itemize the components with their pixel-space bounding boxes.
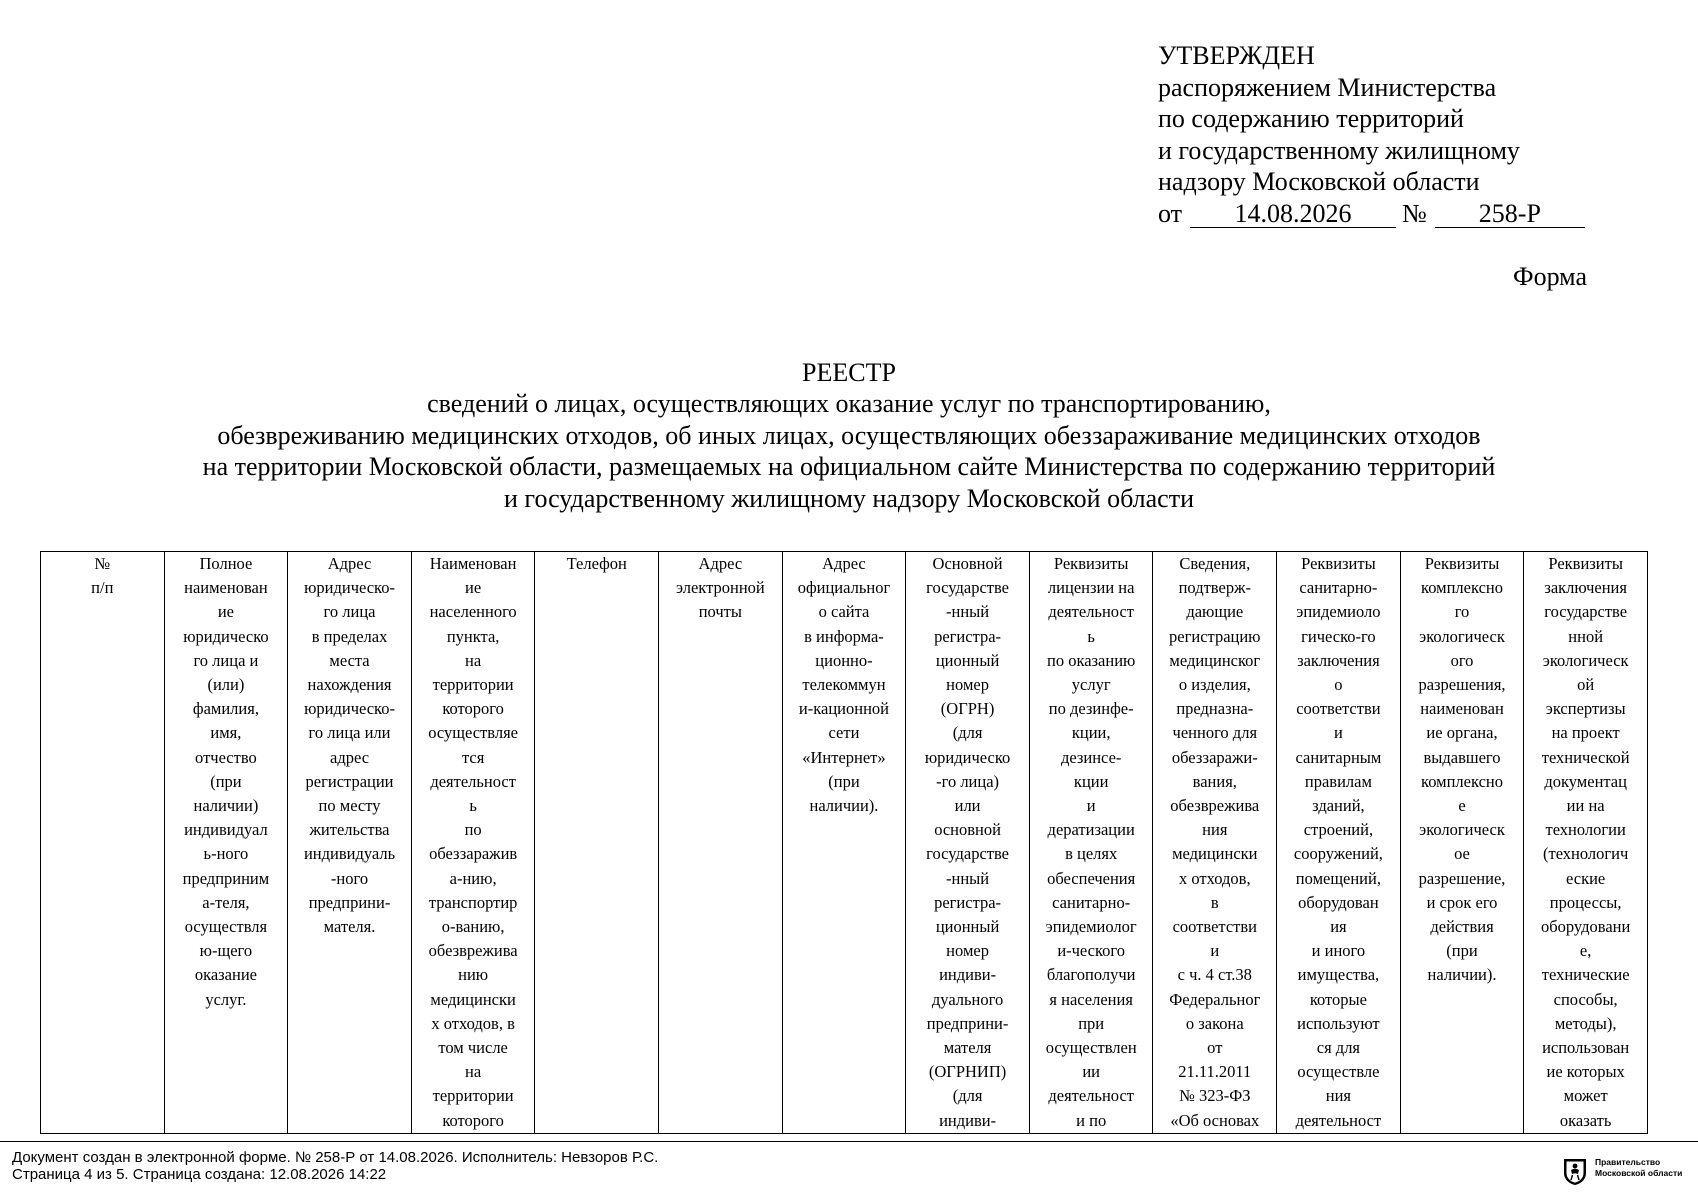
approval-line-3: и государственному жилищному — [1158, 135, 1520, 165]
footer-divider — [0, 1141, 1698, 1142]
date-prefix: от — [1158, 198, 1183, 228]
approval-line-4: надзору Московской области — [1158, 167, 1480, 196]
government-logo — [1560, 1155, 1683, 1185]
approval-number: 258-Р — [1435, 201, 1585, 228]
title-line-1: сведений о лицах, осуществляющих оказание услуг по транспортированию, — [427, 389, 1271, 419]
column-header: Полное наименован ие юридическо го лица и (или) фамилия, имя, отчество (при наличии) индивидуал ь-ного предприним а-теля, осуществля ю-щего оказание услуг. — [164, 552, 288, 1134]
document-footer — [12, 1149, 658, 1183]
column-header: Наименован ие населенного пункта, на территории которого осуществляе тся деятельност ь по обеззаражив а-нию, транспортир о-ванию, обезврежива нию медицински х отходов, в том числе на территории которого — [411, 552, 535, 1134]
logo-text-line-2: Московской области — [1595, 1168, 1683, 1178]
column-header: Основной государстве -нный регистра- ционный номер (ОГРН) (для юридическо -го лица) или основной государстве -нный регистра- ционный номер индиви- дуального предприни- мателя (ОГРНИП) (для индиви- — [906, 552, 1030, 1134]
register-table — [40, 551, 1648, 1134]
approval-title: УТВЕРЖДЕН — [1158, 41, 1315, 70]
approval-line-1: распоряжением Министерства — [1158, 72, 1497, 102]
approval-line-2: по содержанию территорий — [1158, 104, 1464, 133]
column-header: Реквизиты заключения государстве нной экологическ ой экспертизы на проект технической документац ии на технологии (технологич еские процессы, оборудовани е, технические способы, методы), использован ие которых может оказать — [1524, 552, 1648, 1134]
document-title — [0, 357, 1698, 514]
column-header: Адрес официальног о сайта в информа- ционно- телекоммун и-кационной сети «Интернет» (при наличии). — [782, 552, 906, 1134]
logo-text-line-1: Правительство — [1595, 1157, 1661, 1167]
government-name — [1595, 1157, 1682, 1179]
footer-line-1: Документ создан в электронной форме. № 258-Р от 14.08.2026. Исполнитель: Невзоров Р.С. — [12, 1149, 659, 1166]
approval-date: 14.08.2026 — [1190, 201, 1396, 228]
title-line-4: и государственному жилищному надзору Московской области — [504, 483, 1194, 513]
column-header: Адрес электронной почты — [659, 552, 783, 1134]
form-label: Форма — [1513, 262, 1587, 291]
title-line-3: на территории Московской области, размещаемых на официальном сайте Министерства по содержанию территорий — [202, 452, 1496, 482]
title-heading: РЕЕСТР — [802, 358, 896, 387]
column-header: Адрес юридическо- го лица в пределах места нахождения юридическо- го лица или адрес регистрации по месту жительства индивидуаль -ного предприни- мателя. — [288, 552, 412, 1134]
title-line-2: обезвреживанию медицинских отходов, об иных лицах, осуществляющих обеззараживание медицинских отходов — [217, 420, 1481, 450]
column-header: Реквизиты комплексно го экологическ ого разрешения, наименован ие органа, выдавшего комплексно е экологическ ое разрешение, и срок его действия (при наличии). — [1400, 552, 1524, 1134]
approval-block — [1158, 40, 1585, 229]
column-header: Реквизиты лицензии на деятельност ь по оказанию услуг по дезинфе- кции, дезинсе- кции и дератизации в целях обеспечения санитарно- эпидемиолог и-ческого благополучи я населения при осуществлен ии деятельност и по — [1029, 552, 1153, 1134]
column-header: Сведения, подтверж- дающие регистрацию медицинског о изделия, предназна- ченного для обеззаражи- вания, обезврежива ния медицински х отходов, в соответстви и с ч. 4 ст.38 Федеральног о закона от 21.11.2011 № 323-ФЗ «Об основах — [1153, 552, 1277, 1134]
footer-line-2: Страница 4 из 5. Страница создана: 12.08.2026 14:22 — [12, 1166, 387, 1183]
table-header-row — [41, 552, 1648, 1134]
approval-date-row — [1158, 198, 1585, 230]
moscow-region-coat-of-arms-icon — [1560, 1156, 1590, 1186]
number-sign: № — [1402, 198, 1427, 228]
column-header: Реквизиты санитарно- эпидемиоло гическо-го заключения о соответстви и санитарным правилам зданий, строений, сооружений, помещений, оборудован ия и иного имущества, которые используют ся для осуществле ния деятельност — [1277, 552, 1401, 1134]
column-header: Телефон — [535, 552, 659, 1134]
column-header: № п/п — [41, 552, 165, 1134]
